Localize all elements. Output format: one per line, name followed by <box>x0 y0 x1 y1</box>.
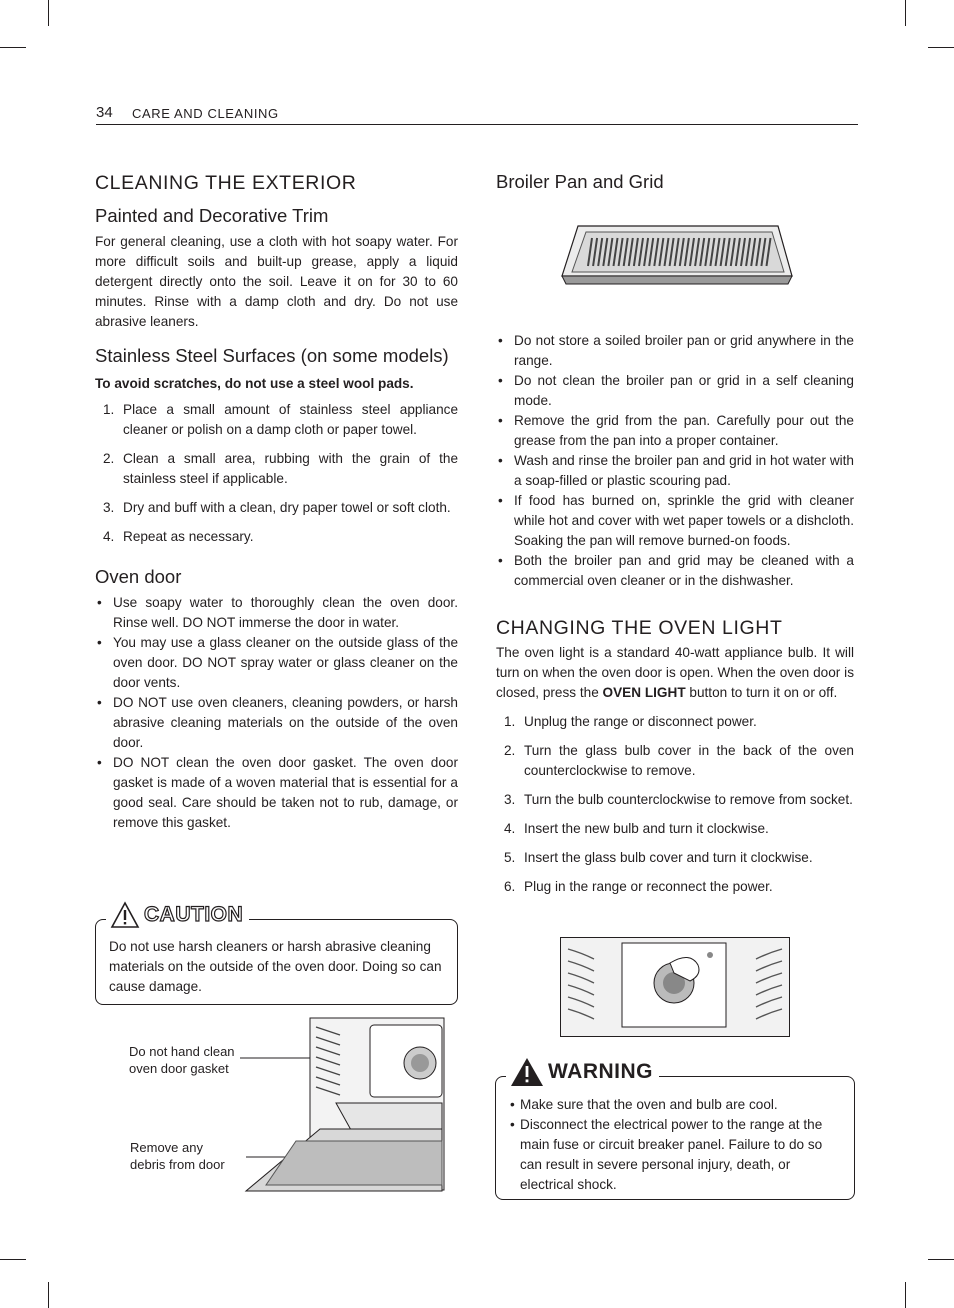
oven-door-bullet-item <box>95 753 458 833</box>
caution-label: CAUTION <box>144 903 244 926</box>
step-number: 2. <box>504 743 516 758</box>
bullet-text: Make sure that the oven and bulb are cool. <box>520 1097 778 1112</box>
stainless-step-item <box>95 498 458 518</box>
warning-item-item <box>508 1095 840 1115</box>
light-step-item <box>496 848 854 868</box>
painted-trim-text: For general cleaning, use a cloth with hot soapy water. For more difficult soils and built-up grease, apply a liquid detergent directly onto the soil. Leave it on for 30 to 60 minutes. Rinse with a damp cloth and dry. Do not use abrasive leaners. <box>95 234 458 329</box>
step-number: 2. <box>103 451 115 466</box>
bullet-icon: • <box>97 755 102 770</box>
bullet-text: DO NOT clean the oven door gasket. The oven door gasket is made of a woven material that is essential for a good seal. Care should be taken not to rub, damage, or remove this gasket. <box>113 755 458 830</box>
step-number: 1. <box>103 402 115 417</box>
bullet-text: Both the broiler pan and grid may be cleaned with a commercial oven cleaner or in the dishwasher. <box>514 553 854 588</box>
bullet-icon: • <box>498 413 503 428</box>
crop-mark <box>905 1282 906 1308</box>
warning-item-item <box>508 1115 840 1195</box>
step-text: Insert the new bulb and turn it clockwise. <box>524 821 769 836</box>
heading-stainless-steel: Stainless Steel Surfaces (on some models) <box>95 345 449 366</box>
broiler-bullet-item <box>496 331 854 371</box>
bullet-icon: • <box>498 493 503 508</box>
heading-painted-trim: Painted and Decorative Trim <box>95 205 329 226</box>
bullet-icon: • <box>97 635 102 650</box>
oven-light-intro <box>496 643 854 703</box>
step-text: Clean a small area, rubbing with the grain of the stainless steel if applicable. <box>123 451 458 486</box>
light-step-item <box>496 741 854 781</box>
heading-oven-light: CHANGING THE OVEN LIGHT <box>496 617 783 639</box>
step-text: Turn the bulb counterclockwise to remove from socket. <box>524 792 853 807</box>
step-number: 6. <box>504 879 516 894</box>
stainless-warning: To avoid scratches, do not use a steel wool pads. <box>95 376 414 391</box>
warning-header <box>506 1055 659 1089</box>
bullet-text: Wash and rinse the broiler pan and grid in hot water with a soap-filled or plastic scouring pad. <box>514 453 854 488</box>
light-step-item <box>496 790 854 810</box>
bullet-icon: • <box>498 333 503 348</box>
crop-mark <box>48 1282 49 1308</box>
step-text: Repeat as necessary. <box>123 529 254 544</box>
callout-gasket: Do not hand clean oven door gasket <box>129 1044 235 1076</box>
page-number: 34 <box>96 104 113 121</box>
bullet-icon: • <box>510 1097 515 1112</box>
oven-door-illustration <box>236 1017 446 1193</box>
caution-text: Do not use harsh cleaners or harsh abrasive cleaning materials on the outside of the oven door. Doing so can cause damage. <box>109 939 442 994</box>
section-title: CARE AND CLEANING <box>132 106 279 121</box>
oven-door-bullet-item <box>95 633 458 693</box>
broiler-pan-illustration <box>496 198 854 320</box>
intro-oven-light-bold: OVEN LIGHT <box>602 685 686 700</box>
right-column <box>496 170 854 906</box>
oven-light-illustration <box>560 937 790 1037</box>
oven-door-bullet-item <box>95 693 458 753</box>
bullet-text: Do not clean the broiler pan or grid in a self cleaning mode. <box>514 373 854 408</box>
bullet-icon: • <box>510 1117 515 1132</box>
warning-label: WARNING <box>548 1060 653 1083</box>
crop-mark <box>0 47 26 48</box>
oven-door-bullet-item <box>95 593 458 633</box>
step-text: Plug in the range or reconnect the power. <box>524 879 773 894</box>
bullet-icon: • <box>97 695 102 710</box>
broiler-bullet-item <box>496 491 854 551</box>
broiler-bullets <box>496 331 854 591</box>
warning-triangle-icon <box>110 901 140 929</box>
light-step-item <box>496 819 854 839</box>
light-step-item <box>496 877 854 897</box>
intro-text-b: button to turn it on or off. <box>685 685 838 700</box>
broiler-bullet-item <box>496 371 854 411</box>
stainless-step-item <box>95 527 458 547</box>
crop-mark <box>0 1259 26 1260</box>
step-number: 3. <box>103 500 115 515</box>
step-number: 5. <box>504 850 516 865</box>
heading-broiler: Broiler Pan and Grid <box>496 171 664 192</box>
step-number: 4. <box>504 821 516 836</box>
heading-oven-door: Oven door <box>95 566 182 587</box>
step-number: 4. <box>103 529 115 544</box>
stainless-step-item <box>95 449 458 489</box>
step-text: Dry and buff with a clean, dry paper towel or soft cloth. <box>123 500 451 515</box>
oven-door-bullets <box>95 593 458 833</box>
stainless-steps <box>95 400 458 547</box>
crop-mark <box>905 0 906 26</box>
warning-triangle-icon <box>510 1057 544 1087</box>
bullet-icon: • <box>498 453 503 468</box>
heading-cleaning-exterior: CLEANING THE EXTERIOR <box>95 172 357 194</box>
caution-header <box>106 898 249 932</box>
bullet-text: Do not store a soiled broiler pan or grid anywhere in the range. <box>514 333 854 368</box>
left-column <box>95 170 458 833</box>
light-step-item <box>496 712 854 732</box>
bullet-text: Disconnect the electrical power to the range at the main fuse or circuit breaker panel. Failure to do so can result in severe personal injury, death, or electrical shock. <box>520 1117 823 1192</box>
step-text: Unplug the range or disconnect power. <box>524 714 757 729</box>
bullet-text: You may use a glass cleaner on the outside glass of the oven door. DO NOT spray water or glass cleaner on the door vents. <box>113 635 458 690</box>
bullet-text: Remove the grid from the pan. Carefully pour out the grease from the pan into a proper container. <box>514 413 854 448</box>
callout-debris: Remove any debris from door <box>130 1140 225 1172</box>
bullet-text: Use soapy water to thoroughly clean the oven door. Rinse well. DO NOT immerse the door in water. <box>113 595 458 630</box>
broiler-bullet-item <box>496 411 854 451</box>
bullet-icon: • <box>97 595 102 610</box>
bullet-icon: • <box>498 553 503 568</box>
warning-box <box>495 1060 855 1200</box>
step-number: 3. <box>504 792 516 807</box>
caution-box <box>95 903 458 1005</box>
bullet-text: DO NOT use oven cleaners, cleaning powders, or harsh abrasive cleaning materials on the outside of the oven door. <box>113 695 458 750</box>
crop-mark <box>928 47 954 48</box>
oven-light-steps <box>496 712 854 897</box>
bullet-text: If food has burned on, sprinkle the grid with cleaner while hot and cover with wet paper towels or a dishcloth. Soaking the pan will remove burned-on foods. <box>514 493 854 548</box>
intro-text-a: The oven light is a standard 40-watt appliance bulb. It will turn on when the oven door is open. When the oven door is closed, press the <box>496 645 854 700</box>
step-text: Insert the glass bulb cover and turn it clockwise. <box>524 850 813 865</box>
warning-items <box>508 1095 840 1195</box>
crop-mark <box>48 0 49 26</box>
crop-mark <box>928 1259 954 1260</box>
step-text: Place a small amount of stainless steel appliance cleaner or polish on a damp cloth or paper towel. <box>123 402 458 437</box>
step-text: Turn the glass bulb cover in the back of the oven counterclockwise to remove. <box>524 743 854 778</box>
broiler-bullet-item <box>496 551 854 591</box>
stainless-step-item <box>95 400 458 440</box>
bullet-icon: • <box>498 373 503 388</box>
broiler-bullet-item <box>496 451 854 491</box>
page-header <box>96 104 858 125</box>
step-number: 1. <box>504 714 516 729</box>
